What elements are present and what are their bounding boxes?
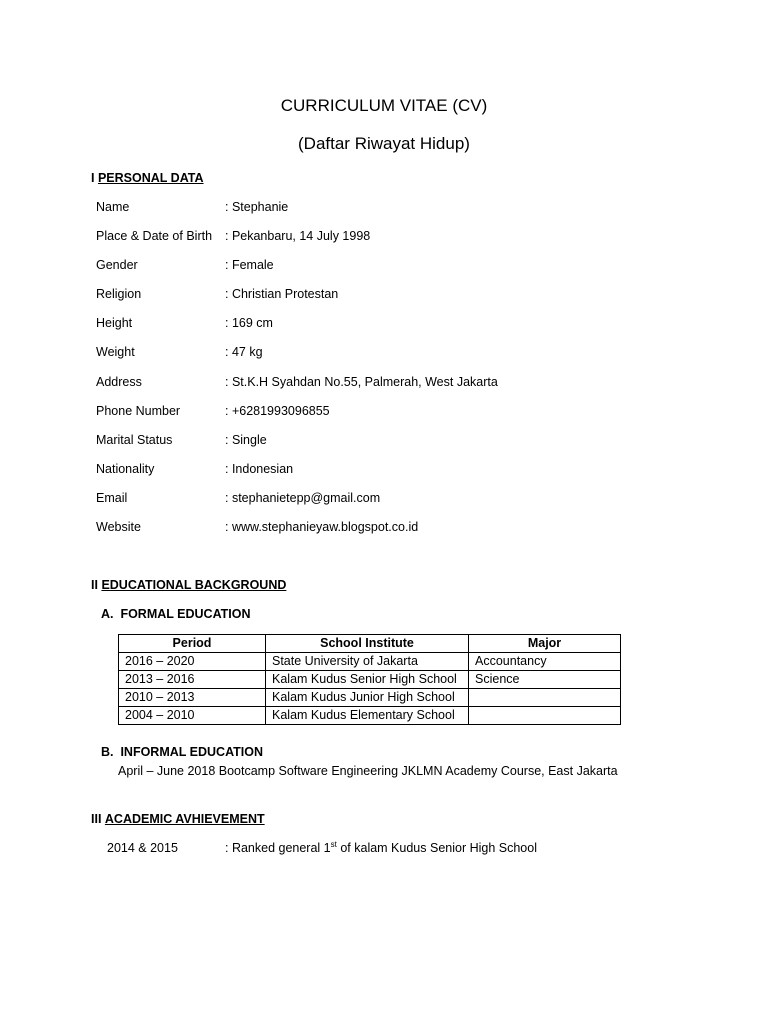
field-label: Nationality <box>96 462 155 476</box>
achievement-text-rest: of kalam Kudus Senior High School <box>336 841 537 855</box>
field-label: Weight <box>96 345 135 359</box>
section-heading: ACADEMIC AVHIEVEMENT <box>104 812 265 826</box>
column-header-major: Major <box>469 635 621 653</box>
informal-education-heading: B. INFORMAL EDUCATION <box>101 745 264 759</box>
document-title: CURRICULUM VITAE (CV) <box>280 96 488 115</box>
table-header-row <box>119 635 621 653</box>
field-label: Address <box>96 375 142 389</box>
formal-education-table <box>118 634 621 725</box>
table-cell: Kalam Kudus Elementary School <box>266 707 469 725</box>
table-cell: 2004 – 2010 <box>119 707 266 725</box>
column-header-period: Period <box>119 635 266 653</box>
informal-education-text: April – June 2018 Bootcamp Software Engineering JKLMN Academy Course, East Jakarta <box>118 764 618 778</box>
achievement-ordinal-suffix: st <box>330 839 337 849</box>
field-value: : www.stephanieyaw.blogspot.co.id <box>225 520 419 534</box>
field-value: : 47 kg <box>225 345 263 359</box>
field-label: Website <box>96 520 141 534</box>
section-heading: EDUCATIONAL BACKGROUND <box>101 578 287 592</box>
field-value: : Single <box>225 433 267 447</box>
table-cell <box>469 689 621 707</box>
table-cell: Kalam Kudus Senior High School <box>266 671 469 689</box>
achievement-text: : Ranked general 1 <box>225 841 331 855</box>
table-cell: 2010 – 2013 <box>119 689 266 707</box>
table-cell: 2016 – 2020 <box>119 653 266 671</box>
field-value: : +6281993096855 <box>225 404 330 418</box>
field-label: Religion <box>96 287 142 301</box>
section-number: I <box>91 171 95 185</box>
section-number: II <box>91 578 98 592</box>
column-header-school: School Institute <box>266 635 469 653</box>
field-value: : 169 cm <box>225 316 273 330</box>
field-value: : Christian Protestan <box>225 287 339 301</box>
achievement-year: 2014 & 2015 <box>107 841 178 855</box>
field-value: : Pekanbaru, 14 July 1998 <box>225 229 371 243</box>
table-row <box>119 671 621 689</box>
table-cell: Science <box>469 671 621 689</box>
field-label: Phone Number <box>96 404 181 418</box>
field-value: : Female <box>225 258 274 272</box>
formal-education-heading: A. FORMAL EDUCATION <box>101 607 251 621</box>
section-academic-achievement <box>91 811 265 827</box>
table-row <box>119 653 621 671</box>
section-number: III <box>91 812 102 826</box>
table-cell: Kalam Kudus Junior High School <box>266 689 469 707</box>
table-cell: 2013 – 2016 <box>119 671 266 689</box>
achievement-description <box>225 840 537 856</box>
field-value: : stephanietepp@gmail.com <box>225 491 381 505</box>
section-educational-background <box>91 577 286 593</box>
section-heading: PERSONAL DATA <box>97 171 204 185</box>
document-subtitle: (Daftar Riwayat Hidup) <box>298 134 470 153</box>
field-label: Name <box>96 200 130 214</box>
field-label: Height <box>96 316 133 330</box>
table-cell: State University of Jakarta <box>266 653 469 671</box>
table-row <box>119 689 621 707</box>
field-label: Email <box>96 491 128 505</box>
section-personal-data <box>91 170 204 186</box>
field-label: Place & Date of Birth <box>96 229 213 243</box>
table-cell <box>469 707 621 725</box>
field-label: Marital Status <box>96 433 173 447</box>
field-value: : Indonesian <box>225 462 294 476</box>
table-row <box>119 707 621 725</box>
table-cell: Accountancy <box>469 653 621 671</box>
field-label: Gender <box>96 258 138 272</box>
field-value: : Stephanie <box>225 200 289 214</box>
field-value: : St.K.H Syahdan No.55, Palmerah, West Jakarta <box>225 375 498 389</box>
